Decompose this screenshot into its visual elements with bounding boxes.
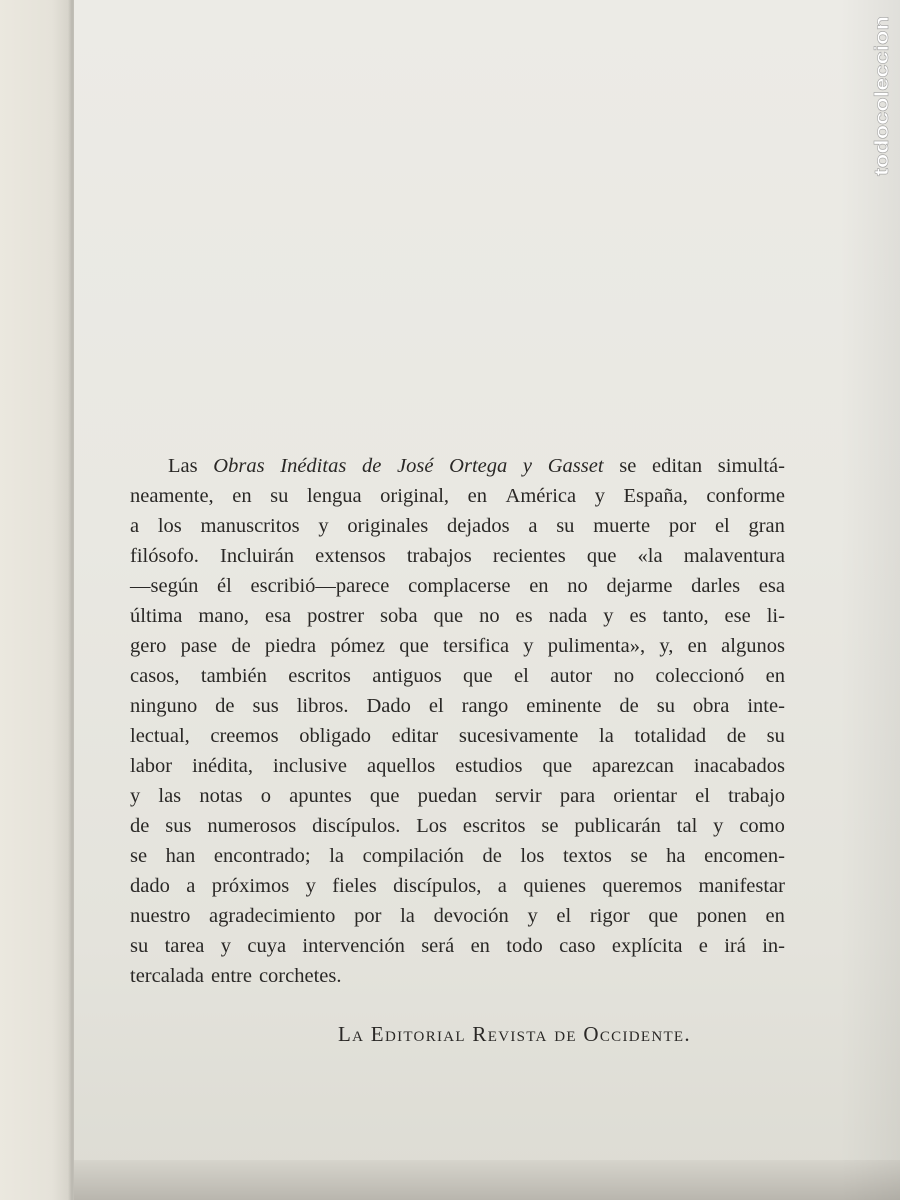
word: agradecimiento: [209, 905, 336, 927]
word: que: [648, 905, 679, 927]
word: entre: [210, 965, 252, 987]
word: o: [260, 785, 271, 807]
word: mano,: [198, 605, 250, 627]
word: ponen: [696, 905, 747, 927]
word: a: [186, 875, 196, 897]
word: Dado: [366, 695, 411, 717]
word: última: [130, 605, 183, 627]
word: rigor: [589, 905, 630, 927]
word: en: [470, 935, 490, 957]
word: piedra: [264, 635, 317, 657]
word: postrer: [307, 605, 365, 627]
word: conforme: [706, 485, 785, 507]
word: puedan: [417, 785, 477, 807]
word: el: [428, 695, 444, 717]
word: textos: [562, 845, 612, 867]
word: para: [559, 785, 596, 807]
word: aparezcan: [592, 755, 674, 777]
word: antiguos: [372, 665, 442, 687]
word: editan: [651, 455, 703, 477]
word: la: [329, 845, 344, 867]
word: nada: [548, 605, 588, 627]
word: soba: [380, 605, 418, 627]
word: inclusive: [272, 755, 347, 777]
word: tarea: [164, 935, 205, 957]
paragraph-line: [130, 451, 785, 481]
word: y: [318, 515, 329, 537]
word: tanto,: [662, 605, 709, 627]
word: aquellos: [366, 755, 436, 777]
paragraph-line: [130, 781, 785, 811]
word: se: [541, 815, 559, 837]
word: sus: [165, 815, 192, 837]
word: li-: [766, 605, 785, 627]
paragraph-line: [130, 481, 785, 511]
italic-word: Ortega: [449, 455, 508, 477]
word: original,: [380, 485, 450, 507]
word: que: [369, 785, 400, 807]
word: sucesivamente: [458, 725, 579, 747]
paragraph-line: [130, 811, 785, 841]
word: los: [157, 515, 182, 537]
word: los: [520, 845, 545, 867]
word: él: [217, 575, 232, 597]
word: su: [270, 485, 289, 507]
word: que: [463, 665, 493, 687]
italic-word: de: [361, 455, 382, 477]
word: darles: [691, 575, 741, 597]
watermark-text: todocoleccion: [872, 47, 893, 176]
editorial-note-paragraph: [130, 451, 785, 991]
word: y: [220, 935, 231, 957]
word: por: [668, 515, 697, 537]
word: esa: [758, 575, 785, 597]
word: han: [165, 845, 196, 867]
word: estudios: [455, 755, 523, 777]
word: lectual,: [130, 725, 190, 747]
right-edge-shade: [840, 0, 900, 1200]
word: próximos: [211, 875, 290, 897]
word: intervención: [302, 935, 405, 957]
italic-word: Inéditas: [280, 455, 347, 477]
word: nuestro: [130, 905, 191, 927]
word: simultá-: [717, 455, 785, 477]
paragraph-line: [130, 751, 785, 781]
word: apuntes: [289, 785, 352, 807]
paragraph-line: [130, 841, 785, 871]
paragraph-line: [130, 901, 785, 931]
word: en: [765, 905, 785, 927]
word: ninguno: [130, 695, 198, 717]
word: también: [200, 665, 267, 687]
word: sus: [252, 695, 279, 717]
word: orientar: [613, 785, 677, 807]
word: América: [505, 485, 577, 507]
word: queremos: [602, 875, 683, 897]
word: y: [594, 485, 605, 507]
word: Incluirán: [220, 545, 295, 567]
word: como: [739, 815, 785, 837]
word: tersifica: [443, 635, 510, 657]
word: inte-: [747, 695, 785, 717]
paragraph-line: [130, 601, 785, 631]
word: editar: [391, 725, 439, 747]
word: se: [630, 845, 648, 867]
word: de: [215, 695, 235, 717]
word: escritos: [462, 815, 526, 837]
word: por: [354, 905, 382, 927]
word: el: [695, 785, 710, 807]
word: de: [619, 695, 639, 717]
word: complacerse: [408, 575, 511, 597]
word: escribió—parece: [250, 575, 390, 597]
word: muerte: [593, 515, 651, 537]
word: y: [713, 815, 724, 837]
word: las: [158, 785, 182, 807]
word: notas: [199, 785, 243, 807]
word: de: [726, 725, 747, 747]
word: que: [542, 755, 573, 777]
word: no: [613, 665, 635, 687]
word: en: [232, 485, 252, 507]
word: e: [698, 935, 708, 957]
word: encomen-: [704, 845, 785, 867]
word: «la: [637, 545, 663, 567]
word: que: [586, 545, 617, 567]
word: trabajo: [728, 785, 785, 807]
word: extensos: [315, 545, 386, 567]
word: que: [433, 605, 464, 627]
word: de: [231, 635, 251, 657]
word: filósofo.: [130, 545, 199, 567]
word: el: [714, 515, 730, 537]
word: tercalada: [130, 965, 204, 987]
word: se: [130, 845, 148, 867]
word: manuscritos: [200, 515, 300, 537]
word: España,: [623, 485, 688, 507]
word: que: [399, 635, 429, 657]
word: gero: [130, 635, 167, 657]
word: malaventura: [683, 545, 785, 567]
italic-word: Obras: [213, 455, 265, 477]
paragraph-line: [130, 631, 785, 661]
word: en: [529, 575, 549, 597]
word: su: [130, 935, 149, 957]
word: libros.: [296, 695, 349, 717]
word: publicarán: [574, 815, 661, 837]
word: de: [482, 845, 502, 867]
word: en: [467, 485, 487, 507]
word: numerosos: [207, 815, 297, 837]
word: y: [305, 875, 316, 897]
word: autor: [550, 665, 593, 687]
word: discípulos,: [393, 875, 482, 897]
word: gran: [748, 515, 785, 537]
word: compilación: [362, 845, 464, 867]
word: explícita: [611, 935, 683, 957]
word: de: [130, 815, 150, 837]
word: labor: [130, 755, 173, 777]
word: trabajos: [406, 545, 472, 567]
word: a: [497, 875, 507, 897]
paragraph-line: [130, 721, 785, 751]
word: es: [515, 605, 533, 627]
publisher-signature: La Editorial Revista de Occidente.: [338, 1022, 691, 1046]
word: a: [130, 515, 140, 537]
word: dado: [130, 875, 170, 897]
word: ha: [666, 845, 686, 867]
word: caso: [559, 935, 596, 957]
word: el: [556, 905, 572, 927]
word: eminente: [526, 695, 602, 717]
word: y: [603, 605, 614, 627]
word: y,: [659, 635, 674, 657]
word: recientes: [492, 545, 566, 567]
word: devoción: [433, 905, 509, 927]
word: es: [629, 605, 647, 627]
word: inédita,: [192, 755, 254, 777]
word: su: [556, 515, 575, 537]
word: inacabados: [693, 755, 785, 777]
word: obra: [692, 695, 730, 717]
word: dejarme: [606, 575, 673, 597]
word: coleccionó: [655, 665, 745, 687]
word: y: [523, 635, 534, 657]
word: esa: [264, 605, 292, 627]
word: fieles: [332, 875, 377, 897]
word: originales: [347, 515, 429, 537]
word: neamente,: [130, 485, 214, 507]
word: rango: [461, 695, 509, 717]
word: totalidad: [634, 725, 707, 747]
paragraph-line: [130, 511, 785, 541]
word: servir: [494, 785, 542, 807]
word: pómez: [330, 635, 385, 657]
paragraph-line: [130, 871, 785, 901]
word: pase: [180, 635, 218, 657]
word: la: [599, 725, 614, 747]
word: casos,: [130, 665, 180, 687]
word: algunos: [721, 635, 785, 657]
word: irá: [724, 935, 746, 957]
italic-word: José: [397, 455, 434, 477]
italic-word: Gasset: [547, 455, 604, 477]
paragraph-line: [130, 571, 785, 601]
word: pulimenta»,: [547, 635, 646, 657]
paragraph-line: [130, 541, 785, 571]
word: in-: [762, 935, 785, 957]
word: no: [567, 575, 588, 597]
word: Las: [168, 455, 198, 477]
word: su: [656, 695, 675, 717]
word: obligado: [299, 725, 371, 747]
word: tal: [676, 815, 698, 837]
word: en: [765, 665, 785, 687]
word: y: [527, 905, 538, 927]
page-bottom-edge: [74, 1160, 900, 1200]
word: se: [619, 455, 637, 477]
word: y: [130, 785, 141, 807]
word: la: [400, 905, 415, 927]
word: quienes: [523, 875, 586, 897]
word: dejados: [446, 515, 510, 537]
word: será: [421, 935, 455, 957]
todocoleccion-watermark: [863, 12, 899, 178]
word: en: [687, 635, 707, 657]
paragraph-line: [130, 931, 785, 961]
paragraph-line: [130, 691, 785, 721]
word: su: [766, 725, 785, 747]
word: todo: [506, 935, 543, 957]
word: Los: [416, 815, 447, 837]
word: a: [528, 515, 538, 537]
paragraph-line: [130, 661, 785, 691]
word: encontrado;: [213, 845, 311, 867]
word: el: [514, 665, 529, 687]
word: —según: [130, 575, 199, 597]
paragraph-line: [130, 961, 785, 991]
word: no: [479, 605, 500, 627]
word: creemos: [210, 725, 279, 747]
word: lengua: [306, 485, 362, 507]
word: cuya: [247, 935, 287, 957]
word: escritos: [288, 665, 351, 687]
word: manifestar: [698, 875, 785, 897]
word: discípulos.: [312, 815, 401, 837]
italic-word: y: [522, 455, 533, 477]
left-page-edge: [0, 0, 74, 1200]
word: ese: [724, 605, 751, 627]
word: corchetes.: [258, 965, 342, 987]
